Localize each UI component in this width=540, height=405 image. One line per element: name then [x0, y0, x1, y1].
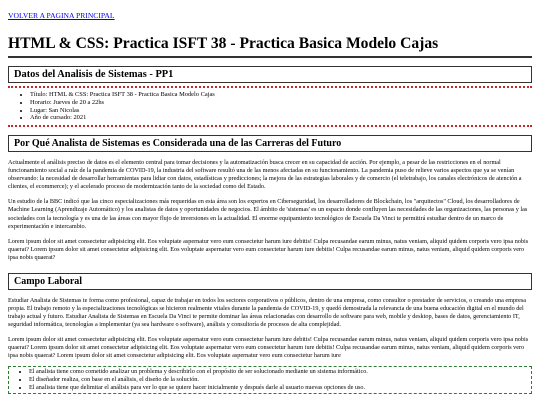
section-heading-campo-laboral: Campo Laboral — [8, 273, 532, 290]
list-item: • El analista tiene que delimitar el análisis para ver lo que se quiere hacer inicialmente y después darle al usuario nuevas opciones de uso. — [29, 384, 527, 392]
dotted-divider — [8, 125, 532, 127]
detail-year: • Año de cursado: 2021 — [30, 114, 532, 122]
detail-schedule: • Horario: Jueves de 20 a 22hs — [30, 99, 532, 107]
analyst-roles-list — [13, 368, 527, 392]
list-item: • El diseñador realiza, con base en el análisis, el diseño de la solución. — [29, 376, 527, 384]
paragraph: Un estudio de la BBC indicó que las cinco especializaciones más requeridas en esta área son los expertos en Ciberseguridad, los desarrolladores de Blockchain, los "arquitectos" Cloud, los desarrolladores de Machine Learning (Aprendizaje Automático) y los analistas de datos y oportunidades de negocios. El ámbito de 'sistemas' es un espacio donde confluyen las necesidades de las organizaciones, las personas y las sociedades con la tecnología y es una de las áreas con mayor flujo de inversiones en la actualidad. El enorme equipamiento tecnológico de Escuela Da Vinci te permitirá estudiar dentro de un marco de experimentación e intercambio. — [8, 198, 528, 230]
dotted-divider — [8, 86, 532, 88]
back-to-home-link[interactable]: VOLVER A PAGINA PRINCIPAL — [8, 11, 115, 20]
paragraph: Estudiar Analista de Sistemas te forma como profesional, capaz de trabajar en todos los sectores corporativos o públicos, dentro de una empresa, como consultor o prestador de servicios, o creando una empresa propia. El trabajo remoto y la especializaciones tecnológicas se hicieron realmente vitales durante la pandemia de COVID-19, y quedó demostrada la relevancia de una buena educación digital en el mundo del trabajo actual y futuro. Estudiar Analista de Sistemas en Escuela Da Vinci te permite dominar las áreas relacionadas con desarrollo de software para web, mobile y desktop, bases de datos, gerenciamiento IT, seguridad informática, tecnologías a implementar (ya sea hardware o software), análisis y consultoría de procesos de alta complejidad. — [8, 296, 527, 329]
list-item: • El analista tiene como cometido analizar un problema y describirlo con el propósito de ser solucionado mediante un sistema informático. — [29, 368, 527, 376]
section-heading-futuro: Por Qué Analista de Sistemas es Considerada una de las Carreras del Futuro — [8, 135, 532, 152]
paragraph: Actualmente el análisis preciso de datos es el elemento central para tomar decisiones y la automatización busca crecer en su capacidad de acción. Por ejemplo, a pesar de las restricciones en el normal funcionamiento social a raíz de la pandemia de COVID-19, la industria del software resultó una de las menos afectadas en su funcionamiento. La pandemia puso de relieve varios aspectos que ya se venían observando: la necesidad de desarrollar herramientas para lidiar con datos, estadísticas y predicciones; la mejora de las estrategias laborales y de comercio (el teletrabajo, los canales electrónicos de atención a clientes, el ecommerce); y el acelerado proceso de modernización tanto de la sociedad como del Estado. — [8, 159, 522, 191]
paragraph: Lorem ipsum dolor sit amet consectetur adipisicing elit. Eos voluptate aspernatur vero eum consectetur harum iure debitis! Culpa recusandae earum minus, natus veniam, aliquid quidem corporis vero ipsa nobis quaerat? Lorem ipsum dolor sit amet consectetur adipisicing elit. Eos voluptate aspernatur vero eum consectetur harum iure debitis! Culpa recusandae earum minus, natus veniam, aliquid quidem corporis vero ipsa nobis quaerat? Lorem ipsum dolor sit amet consectetur adipisicing elit. Eos voluptate aspernatur vero eum consectetur harum iure — [8, 336, 529, 360]
analyst-roles-box — [8, 366, 532, 394]
detail-title: • Título: HTML & CSS: Practica ISFT 38 - Practica Basica Modelo Cajas — [30, 91, 532, 99]
page-title: HTML & CSS: Practica ISFT 38 - Practica Basica Modelo Cajas — [8, 35, 532, 58]
detail-location: • Lugar: San Nicolas — [30, 107, 532, 115]
details-list — [8, 91, 532, 122]
section-heading-datos: Datos del Analisis de Sistemas - PP1 — [8, 66, 532, 83]
paragraph: Lorem ipsum dolor sit amet consectetur adipisicing elit. Eos voluptate aspernatur vero eum consectetur harum iure debitis! Culpa recusandae earum minus, natus veniam, aliquid quidem corporis vero ipsa nobis quaerat? Lorem ipsum dolor sit amet consectetur adipisicing elit. Eos voluptate aspernatur vero eum consectetur harum iure debitis! Culpa recusandae earum minus, natus veniam, aliquid quidem corporis vero ipsa nobis quaerat? — [8, 237, 529, 261]
